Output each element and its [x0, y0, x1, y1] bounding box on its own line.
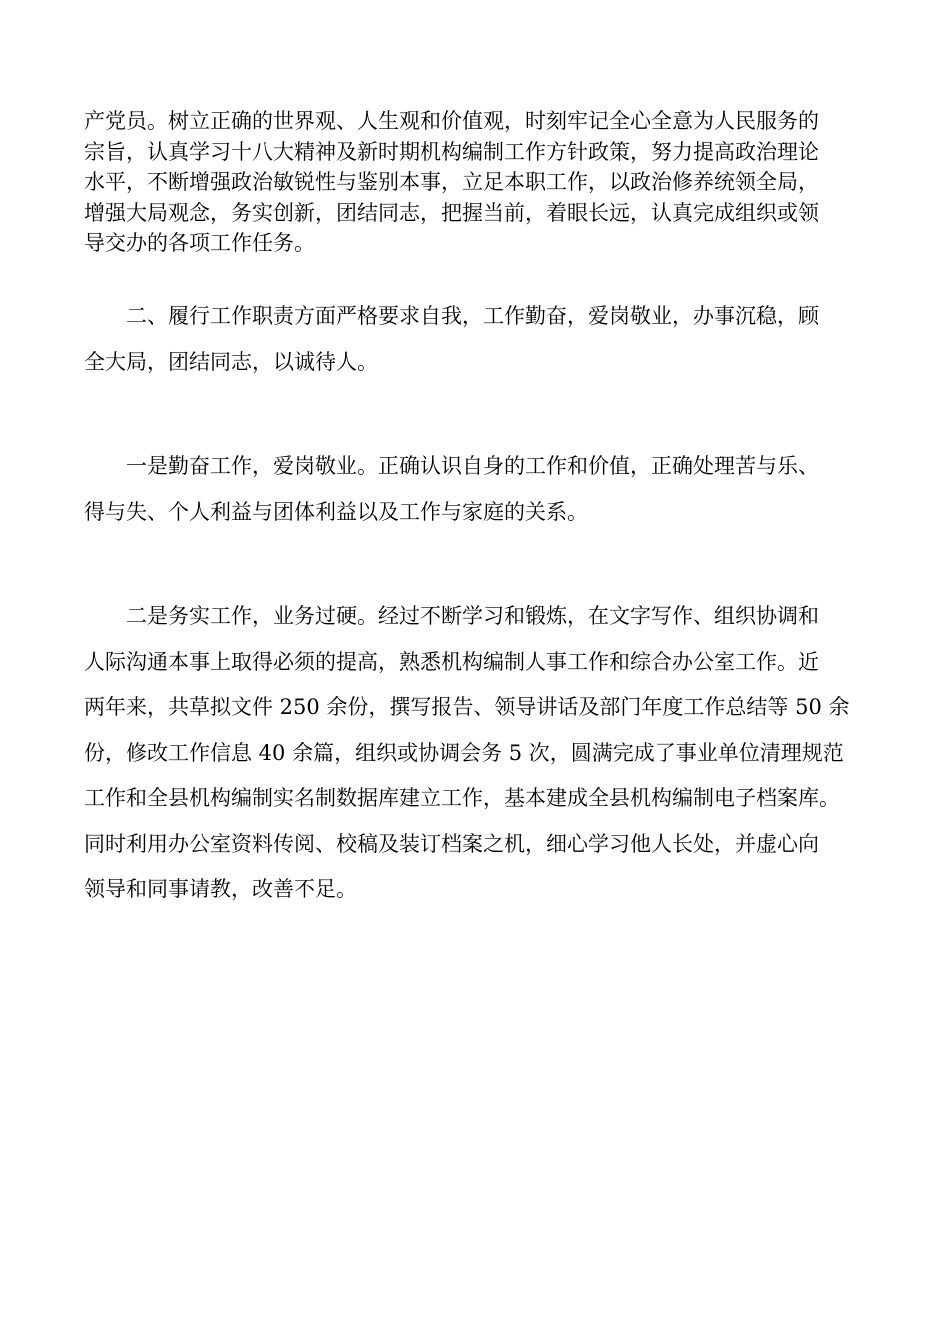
paragraph-4-line: 同时利用办公室资料传阅、校稿及装订档案之机，细心学习他人长处，并虚心向	[84, 831, 819, 856]
paragraph-4-line: 工作和全县机构编制实名制数据库建立工作，基本建成全县机构编制电子档案库。	[84, 786, 840, 810]
paragraph-1-line: 水平，不断增强政治敏锐性与鉴别本事，立足本职工作，以政治修养统领全局，	[84, 170, 819, 194]
paragraph-2	[84, 294, 870, 385]
paragraph-3-line: 得与失、个人利益与团体利益以及工作与家庭的关系。	[84, 499, 588, 524]
paragraph-1-line: 宗旨，认真学习十八大精神及新时期机构编制工作方针政策，努力提高政治理论	[84, 139, 819, 164]
paragraph-4-line: 人际沟通本事上取得必须的提高，熟悉机构编制人事工作和综合办公室工作。近	[84, 649, 819, 674]
paragraph-3	[84, 444, 870, 535]
paragraph-4-line: 两年来，共草拟文件 250 余份，撰写报告、领导讲话及部门年度工作总结等 50 余	[84, 695, 850, 719]
paragraph-3-line: 一是勤奋工作，爱岗敬业。正确认识自身的工作和价值，正确处理苦与乐、	[126, 454, 819, 478]
paragraph-2-line: 全大局，团结同志，以诚待人。	[84, 349, 378, 374]
paragraph-4	[84, 594, 870, 913]
paragraph-2-line: 二、履行工作职责方面严格要求自我，工作勤奋，爱岗敬业，办事沉稳，顾	[126, 304, 819, 328]
paragraph-1-line: 产党员。树立正确的世界观、人生观和价值观，时刻牢记全心全意为人民服务的	[84, 109, 819, 133]
paragraph-1	[84, 106, 870, 259]
paragraph-4-line: 份，修改工作信息 40 余篇，组织或协调会务 5 次，圆满完成了事业单位清理规范	[84, 740, 844, 765]
paragraph-1-line: 导交办的各项工作任务。	[84, 231, 315, 255]
paragraph-4-line: 领导和同事请教，改善不足。	[84, 877, 357, 901]
paragraph-1-line: 增强大局观念，务实创新，团结同志，把握当前，着眼长远，认真完成组织或领	[84, 200, 819, 225]
paragraph-4-line: 二是务实工作，业务过硬。经过不断学习和锻炼，在文字写作、组织协调和	[126, 604, 819, 628]
